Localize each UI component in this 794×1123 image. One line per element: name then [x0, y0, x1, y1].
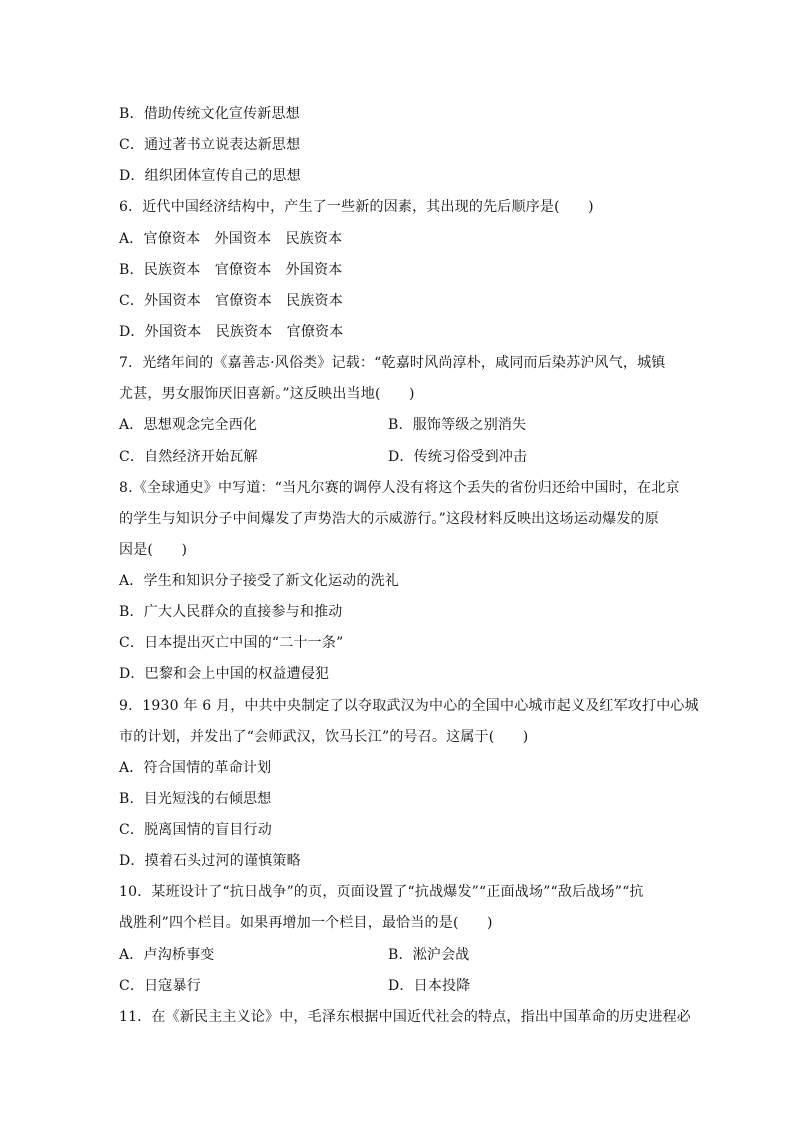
q9-option-b: B．目光短浅的右倾思想 — [119, 791, 272, 807]
q7-option-b: B．服饰等级之别消失 — [388, 417, 527, 433]
q11-stem-line-1: 11．在《新民主主义论》中，毛泽东根据中国近代社会的特点，指出中国革命的历史进程必 — [119, 1009, 692, 1025]
q9-stem-line-1: 9．1930 年 6 月，中共中央制定了以夺取武汉为中心的全国中心城市起义及红军攻打中心城 — [119, 698, 699, 714]
q10-stem-line-1: 10．某班设计了“抗日战争”的页，页面设置了“抗战爆发”“正面战场”“敌后战场”“抗 — [119, 884, 644, 900]
q7-stem-line-2: 尤甚，男女服饰厌旧喜新。”这反映出当地( ) — [119, 386, 415, 402]
q5-option-c: C．通过著书立说表达新思想 — [119, 137, 301, 153]
q8-option-b: B．广大人民群众的直接参与和推动 — [119, 604, 343, 620]
q5-option-d: D．组织团体宣传自己的思想 — [119, 168, 301, 184]
q8-option-d: D．巴黎和会上中国的权益遭侵犯 — [119, 666, 330, 682]
q10-option-b: B．淞沪会战 — [388, 947, 470, 963]
q8-option-a: A．学生和知识分子接受了新文化运动的洗礼 — [119, 573, 400, 589]
q8-stem-line-2: 的学生与知识分子中间爆发了声势浩大的示威游行。”这段材料反映出这场运动爆发的原 — [119, 511, 659, 527]
q7-stem-line-1: 7．光绪年间的《嘉善志·风俗类》记载：“乾嘉时风尚淳朴，咸同而后染苏沪风气，城镇 — [119, 355, 666, 371]
q6-option-b: B．民族资本 官僚资本 外国资本 — [119, 262, 343, 278]
q6-option-a: A．官僚资本 外国资本 民族资本 — [119, 231, 343, 247]
q6-stem: 6．近代中国经济结构中，产生了一些新的因素，其出现的先后顺序是( ) — [119, 199, 594, 215]
q10-option-c: C．日寇暴行 — [119, 978, 201, 994]
q9-option-d: D．摸着石头过河的谨慎策略 — [119, 853, 301, 869]
q10-option-a: A．卢沟桥事变 — [119, 947, 215, 963]
q8-stem-line-1: 8.《全球通史》中写道：“当凡尔赛的调停人没有将这个丢失的省份归还给中国时，在北京 — [119, 480, 680, 496]
q10-option-d: D．日本投降 — [388, 978, 471, 994]
q6-option-d: D．外国资本 民族资本 官僚资本 — [119, 324, 344, 340]
q8-option-c: C．日本提出灭亡中国的“二十一条” — [119, 635, 344, 651]
q9-option-c: C．脱离国情的盲目行动 — [119, 822, 272, 838]
q9-option-a: A．符合国情的革命计划 — [119, 760, 272, 776]
q9-stem-line-2: 市的计划，并发出了“会师武汉，饮马长江”的号召。这属于( ) — [119, 729, 529, 745]
q7-option-d: D．传统习俗受到冲击 — [388, 449, 528, 465]
q10-stem-line-2: 战胜利”四个栏目。如果再增加一个栏目，最恰当的是( ) — [119, 915, 493, 931]
q7-option-a: A．思想观念完全西化 — [119, 417, 258, 433]
q5-option-b: B．借助传统文化宣传新思想 — [119, 106, 300, 122]
q6-option-c: C．外国资本 官僚资本 民族资本 — [119, 293, 343, 309]
q8-stem-line-3: 因是( ) — [119, 542, 188, 558]
q7-option-c: C．自然经济开始瓦解 — [119, 449, 258, 465]
